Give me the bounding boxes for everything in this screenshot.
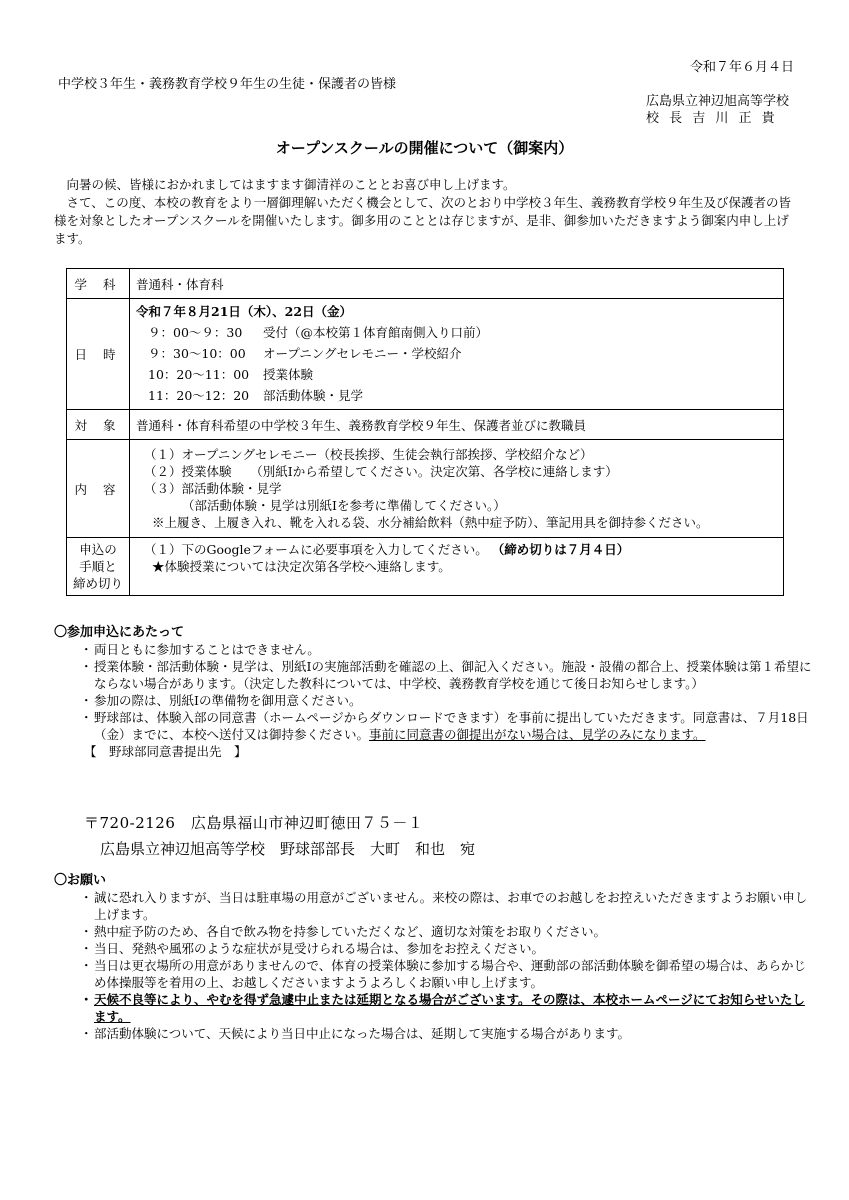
schedule-row	[136, 322, 777, 343]
content-sub: （部活動体験・見学は別紙Ⅰを参考に準備してください。）	[182, 498, 506, 513]
datetime-cell	[130, 299, 784, 410]
subject-label: 学 科	[67, 269, 130, 299]
schedule-desc: 受付（@本校第１体育館南側入り口前）	[263, 325, 489, 340]
participation-item: ・ 両日ともに参加することはできません。	[84, 641, 814, 658]
participation-item: ・ 授業体験・部活動体験・見学は、別紙Ⅰの実施部活動を確認の上、御記入ください。施設・設備の都合上、授業体験は第１希望にならない場合があります。（決定した教科については、中学校、義務教育学校を通じて後日お知らせします。）	[84, 658, 814, 692]
apply-line-1	[136, 541, 777, 558]
schedule-desc: 部活動体験・見学	[263, 388, 364, 403]
document-title: オープンスクールの開催について（御案内）	[275, 139, 574, 157]
schedule-time: 10：20～11：00	[148, 367, 250, 382]
recipient: 広島県立神辺旭高等学校 野球部部長 大町 和也 宛	[100, 840, 476, 858]
schedule-time: 11：20～12：20	[148, 388, 250, 403]
schedule-row	[136, 343, 777, 364]
apply-label-2: 手順と	[79, 559, 117, 574]
apply-instruction: （１）下のGoogleフォームに必要事項を入力してください。	[144, 542, 488, 557]
requests-heading: 〇お願い	[54, 873, 107, 888]
schedule-row	[136, 364, 777, 385]
apply-label-1: 申込の	[79, 542, 117, 557]
apply-cell	[130, 538, 784, 596]
schedule-time: ９：00～９：30	[148, 325, 243, 340]
document-date: 令和７年６月４日	[689, 60, 794, 75]
content-note: ※上履き、上履き入れ、靴を入れる袋、水分補給飲料（熱中症予防）、筆記用具を御持参ください。	[152, 515, 709, 530]
request-item: ・ 熱中症予防のため、各自で飲み物を持参していただくなど、適切な対策をお取りください。	[84, 923, 814, 940]
postal-address: 〒720-2126 広島県福山市神辺町徳田７５－１	[84, 814, 424, 832]
greeting-line-2: さて、この度、本校の教育をより一層御理解いただく機会として、次のとおり中学校３年生、義務教育学校９年生及び保護者の皆様を対象としたオープンスクールを開催いたします。御多用のこととは存じますが、是非、御参加いただきますよう御案内申し上げます。	[54, 195, 792, 246]
sender-principal: 校 長 吉 川 正 貴	[646, 111, 778, 126]
request-item: ・ 部活動体験について、天候により当日中止になった場合は、延期して実施する場合があります。	[84, 1025, 814, 1042]
participation-item-baseball	[84, 709, 814, 743]
weather-notice: ・ 天候不良等により、やむを得ず急遽中止または延期となる場合がございます。その際は、本校ホームページにてお知らせいたします。	[84, 991, 814, 1025]
apply-label-3: 締め切り	[72, 576, 123, 591]
schedule-time: ９：30～10：00	[148, 346, 246, 361]
datetime-label: 日 時	[67, 299, 130, 410]
submit-to-label: 【 野球部同意書提出先 】	[84, 744, 247, 759]
apply-label	[67, 538, 130, 596]
target-value: 普通科・体育科希望の中学校３年生、義務教育学校９年生、保護者並びに教職員	[130, 410, 784, 440]
content-line: （３）部活動体験・見学	[144, 481, 282, 496]
greeting-paragraph	[54, 176, 799, 248]
participation-item: ・ 参加の際は、別紙Ⅰの準備物を御用意ください。	[84, 692, 814, 709]
apply-line-2: ★体験授業については決定次第各学校へ連絡します。	[152, 559, 451, 574]
schedule-row	[136, 385, 777, 406]
addressee: 中学校３年生・義務教育学校９年生の生徒・保護者の皆様	[58, 77, 397, 92]
content-cell	[130, 440, 784, 538]
apply-deadline: （締め切りは７月４日）	[491, 542, 630, 557]
request-item: ・ 誠に恐れ入りますが、当日は駐車場の用意がございません。来校の際は、お車でのお越しをお控えいただきますようお願い申し上げます。	[84, 889, 814, 923]
content-line: （１）オープニングセレモニー（校長挨拶、生徒会執行部挨拶、学校紹介など）	[144, 447, 593, 462]
sender-school: 広島県立神辺旭高等学校	[646, 94, 790, 109]
schedule-desc: オープニングセレモニー・学校紹介	[263, 346, 462, 361]
event-dates: 令和７年８月21日（木）、22日（金）	[136, 304, 353, 319]
baseball-underlined-text: 事前に同意書の御提出がない場合は、見学のみになります。	[369, 727, 706, 742]
requests-section	[54, 872, 814, 1042]
participation-heading: 〇参加申込にあたって	[54, 625, 185, 640]
content-line: （２）授業体験 （別紙Ⅰから希望してください。決定次第、各学校に連絡します）	[144, 464, 618, 479]
baseball-text: 野球部は、体験入部の同意書（ホームページからダウンロードできます）を事前に提出していただきます。同意書は、７月18日（金）までに、本校へ送付又は御持参ください。	[94, 710, 809, 742]
content-label: 内 容	[67, 440, 130, 538]
info-table	[66, 268, 784, 596]
greeting-line-1: 向暑の候、皆様におかれましてはますます御清祥のこととお喜び申し上げます。	[66, 177, 516, 192]
subject-value: 普通科・体育科	[130, 269, 784, 299]
participation-section	[54, 624, 814, 760]
target-label: 対 象	[67, 410, 130, 440]
schedule-desc: 授業体験	[263, 367, 314, 382]
request-item: ・ 当日は更衣場所の用意がありませんので、体育の授業体験に参加する場合や、運動部の部活動体験を御希望の場合は、あらかじめ体操服等を着用の上、お越しくださいますようよろしくお願い申し上げます。	[84, 957, 814, 991]
request-item: ・ 当日、発熱や風邪のような症状が見受けられる場合は、参加をお控えください。	[84, 940, 814, 957]
